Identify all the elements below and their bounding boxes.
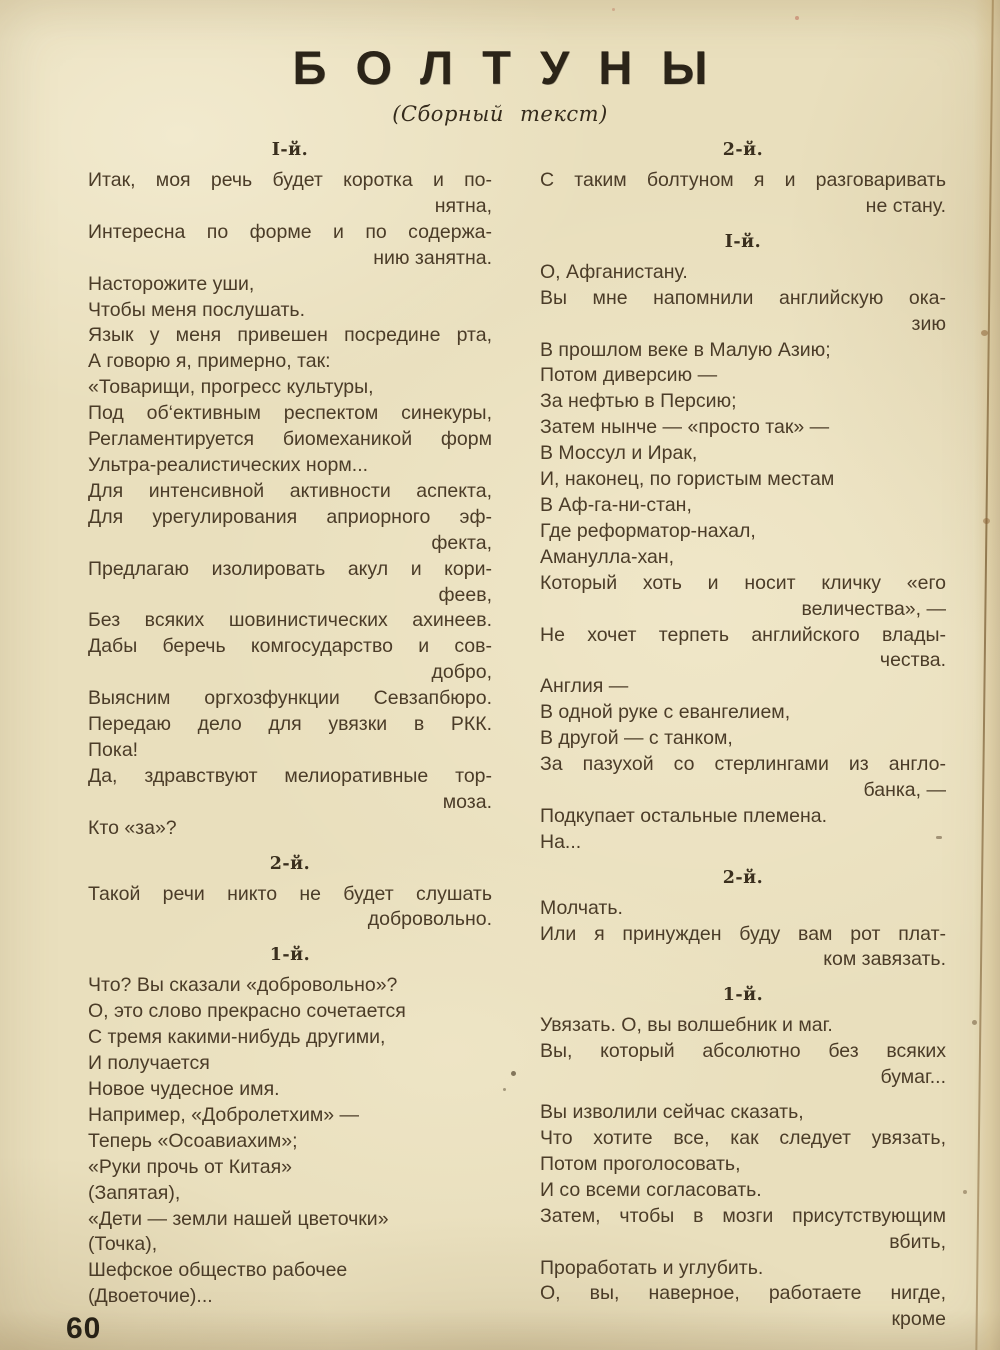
text-line: Ультра-реалистических норм...	[88, 453, 369, 476]
text-line: «Товарищи, прогресс культуры,	[88, 376, 374, 399]
text-line: Для интенсивной активности аспекта,	[88, 479, 492, 502]
text-line: Что хотите все, как следует увязать,	[540, 1127, 946, 1149]
text-line: Затем, чтобы в мозги присутствующим	[540, 1204, 946, 1227]
text-line: ком завязать.	[823, 948, 946, 971]
text-line: «Дети — земли нашей цветочки»	[88, 1207, 389, 1230]
text-line: Потом диверсию —	[540, 364, 718, 387]
text-line: Аманулла-хан,	[540, 545, 675, 568]
text-line: Вы изволили сейчас сказать,	[540, 1101, 804, 1124]
text-line: Шефское общество рабочее	[88, 1259, 348, 1282]
text-line: Да, здравствуют мелиоративные тор-	[88, 764, 492, 787]
text-line: Который хоть и носит кличку «его	[540, 571, 946, 594]
text-line: Вы, который абсолютно без всяких	[540, 1040, 946, 1063]
text-line: вбить,	[889, 1230, 946, 1253]
text-line: За нефтью в Персию;	[540, 390, 737, 413]
speaker-heading: I-й.	[724, 231, 762, 252]
text-line: фекта,	[431, 531, 492, 554]
speaker-heading: 1-й.	[722, 985, 764, 1006]
text-line: В прошлом веке в Малую Азию;	[540, 338, 831, 361]
text-line: Что? Вы сказали «добровольно»?	[88, 974, 398, 997]
paper-speck	[983, 518, 990, 524]
text-line: И получается	[88, 1052, 210, 1075]
text-line: моза.	[442, 790, 492, 813]
text-line: Вы мне напомнили английскую ока-	[540, 286, 946, 309]
paper-speck	[612, 8, 615, 11]
speaker-heading: 1-й.	[269, 945, 311, 966]
text-line: Например, «Добролетхим» —	[88, 1103, 360, 1126]
text-line: Насторожите уши,	[88, 272, 255, 295]
text-line: нятна,	[434, 194, 492, 217]
text-line: Где реформатор-нахал,	[540, 519, 756, 542]
text-line: (Двоеточие)...	[88, 1285, 213, 1308]
text-line: «Руки прочь от Китая»	[88, 1155, 292, 1178]
text-line: Англия —	[540, 675, 629, 698]
column-left	[88, 128, 492, 1333]
speaker-heading: 2-й.	[722, 140, 764, 160]
text-line: С таким болтуном я и разговаривать	[540, 169, 946, 191]
paper-speck	[981, 330, 988, 336]
speaker-heading: I-й.	[271, 140, 309, 160]
text-line: величества», —	[801, 597, 946, 620]
page-subtitle: (Сборный текст)	[392, 102, 608, 126]
text-line: чества.	[879, 649, 946, 672]
text-line: В Моссул и Ирак,	[540, 442, 698, 465]
text-line: Под об‘ективным респектом синекуры,	[88, 402, 492, 425]
text-line: А говорю я, примерно, так:	[88, 350, 331, 373]
text-line: Дабы беречь комгосударство и сов-	[88, 635, 492, 658]
text-line: И со всеми согласовать.	[540, 1178, 762, 1201]
text-line: За пазухой со стерлингами из англо-	[540, 753, 946, 776]
text-line: нию занятна.	[373, 246, 492, 269]
text-line: Потом проголосовать,	[540, 1152, 741, 1175]
text-line: Кто «за»?	[88, 816, 177, 839]
text-line: феев,	[438, 583, 492, 606]
text-line: В одной руке с евангелием,	[540, 701, 791, 724]
text-line: О, Афганистану.	[540, 260, 688, 283]
text-line: добровольно.	[367, 908, 492, 931]
text-line: Теперь «Осоавиахим»;	[88, 1129, 298, 1152]
text-line: О, вы, наверное, работаете нигде,	[540, 1282, 946, 1305]
text-line: На...	[540, 830, 582, 853]
text-line: В другой — с танком,	[540, 727, 733, 750]
text-line: Передаю дело для увязки в РКК.	[88, 713, 492, 736]
text-line: Или я принужден буду вам рот плат-	[540, 922, 946, 945]
paper-speck	[972, 1020, 977, 1025]
column-right	[540, 128, 946, 1333]
text-line: добро,	[431, 661, 492, 684]
text-line: Новое чудесное имя.	[88, 1078, 280, 1100]
page-number: 60	[66, 1312, 102, 1345]
text-line: кроме	[891, 1308, 946, 1331]
text-line: Затем нынче — «просто так» —	[540, 416, 830, 439]
text-line: не стану.	[865, 194, 946, 217]
paper-speck	[963, 1190, 967, 1194]
page-title: БОЛТУНЫ	[292, 41, 737, 94]
text-line: О, это слово прекрасно сочетается	[88, 1000, 406, 1023]
text-line: зию	[911, 312, 946, 335]
text-line: (Точка),	[88, 1233, 158, 1256]
text-line: Выясним оргхозфункции Севзапбюро.	[88, 687, 492, 710]
text-line: И, наконец, по гористым местам	[540, 468, 835, 491]
text-line: Увязать. О, вы волшебник и маг.	[540, 1014, 833, 1037]
text-line: Без всяких шовинистических ахинеев.	[88, 609, 492, 632]
text-line: банка, —	[863, 778, 946, 801]
text-line: Предлагаю изолировать акул и кори-	[88, 557, 492, 580]
speaker-heading: 2-й.	[722, 867, 764, 888]
text-line: (Запятая),	[88, 1181, 181, 1204]
text-line: Язык у меня привешен посредине рта,	[88, 324, 492, 347]
text-line: Чтобы меня послушать.	[88, 298, 306, 321]
text-line: Проработать и углубить.	[540, 1256, 764, 1279]
text-line: В Аф-га-ни-стан,	[540, 493, 692, 516]
speaker-heading: 2-й.	[269, 853, 311, 874]
paper-speck	[795, 16, 799, 20]
text-line: Регламентируется биомеханикой форм	[88, 428, 492, 451]
text-line: Подкупает остальные племена.	[540, 804, 828, 827]
text-line: Интересна по форме и по содержа-	[88, 220, 492, 243]
text-line: Итак, моя речь будет коротка и по-	[88, 169, 492, 191]
text-line: Не хочет терпеть английского влады-	[540, 623, 946, 646]
text-line: Такой речи никто не будет слушать	[88, 882, 492, 905]
text-line: Пока!	[88, 738, 139, 761]
text-line: бумаг...	[880, 1066, 946, 1089]
text-line: Молчать.	[540, 896, 623, 919]
text-columns	[88, 128, 946, 1333]
text-line: С тремя какими-нибудь другими,	[88, 1026, 386, 1049]
text-line: Для урегулирования априорного эф-	[88, 505, 492, 528]
